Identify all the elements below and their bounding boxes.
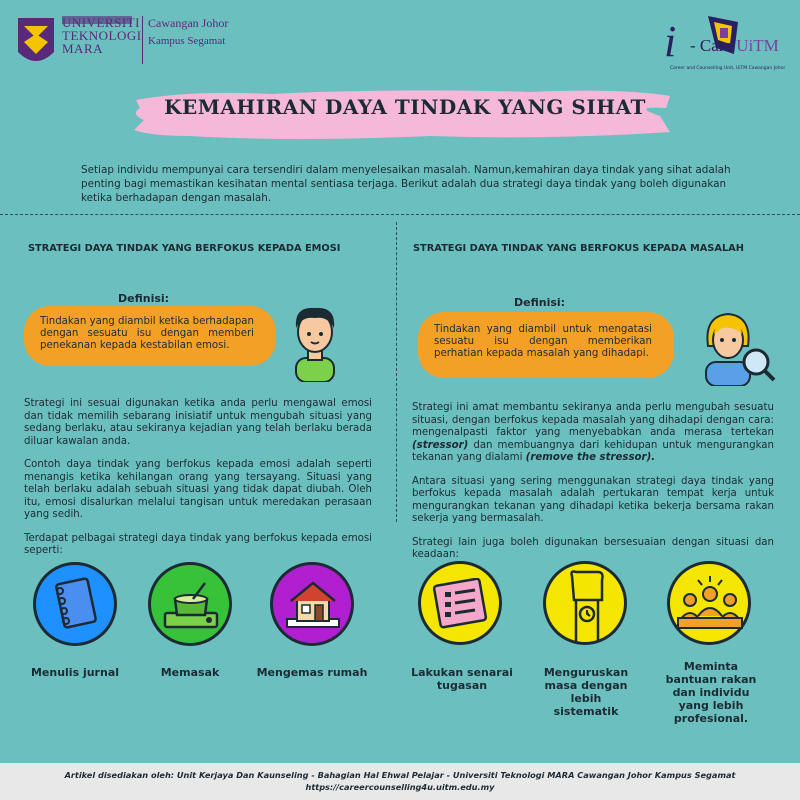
left-definition-pill: Tindakan yang diambil ketika berhadapan dengan sesuatu isu dengan memberi penekanan kepada kestabilan emosi. <box>24 306 276 366</box>
checklist-caption: Lakukan senarai tugasan <box>411 666 513 692</box>
right-column-heading: STRATEGI DAYA TINDAK YANG BERFOKUS KEPADA MASALAH <box>413 243 744 254</box>
right-definition-pill: Tindakan yang diambil untuk mengatasi sesuatu isu dengan memberikan perhatian kepada masalah yang dihadapi. <box>418 312 674 378</box>
journal-icon <box>52 577 100 633</box>
right-body-text <box>412 402 774 573</box>
footer-credit: Artikel disediakan oleh: Unit Kerjaya Dan Kaunseling - Bahagian Hal Ehwal Pelajar - Universiti Teknologi MARA Cawangan Johor Kampus Segamat <box>64 770 736 780</box>
team-meeting-icon <box>676 574 744 634</box>
left-body-text <box>24 398 372 569</box>
time-circle <box>543 561 627 645</box>
help-circle <box>667 561 751 645</box>
right-paragraph-3: Strategi lain juga boleh digunakan bersesuaian dengan situasi dan keadaan: <box>412 536 774 560</box>
cooking-caption: Memasak <box>160 666 220 679</box>
icare-wordmark: - Care UiTM <box>690 36 779 55</box>
cooking-circle <box>148 562 232 646</box>
left-paragraph-3: Terdapat pelbagai strategi daya tindak yang berfokus kepada emosi seperti: <box>24 532 372 556</box>
right-definition-label: Definisi: <box>514 296 566 309</box>
journal-caption: Menulis jurnal <box>30 666 120 679</box>
checklist-circle <box>418 561 502 645</box>
house-caption: Mengemas rumah <box>256 666 368 679</box>
right-paragraph-2: Antara situasi yang sering menggunakan strategi daya tindak yang berfokus kepada masalah adalah pertukaran tempat kerja untuk mengurangkan tekanan yang dihadapi ketika bekerja bersama rakan sekerja yang bermasalah. <box>412 475 774 524</box>
journal-circle <box>33 562 117 646</box>
checklist-icon <box>433 578 489 630</box>
left-paragraph-2: Contoh daya tindak yang berfokus kepada emosi adalah seperti menangis ketika kehilangan orang yang tersayang. Situasi yang telah berlaku adalah sebuah situasi yang tidak dapat diubah. Oleh itu, emosi disalurkan melalui tangisan untuk meredakan perasaan yang sedih. <box>24 459 372 520</box>
house-circle <box>270 562 354 646</box>
campus-name: Cawangan Johor Kampus Segamat <box>148 16 229 47</box>
section-divider <box>0 214 800 215</box>
icare-subtitle: Career and Counselling Unit, UiTM Cawangan Johor <box>670 66 786 71</box>
cooking-pot-icon <box>163 581 219 631</box>
icare-letter: i <box>664 17 677 66</box>
uitm-name: UNIVERSITI TEKNOLOGI MARA <box>62 15 142 56</box>
footer <box>0 763 800 800</box>
footer-url[interactable]: https://careercounselling4u.uitm.edu.my <box>305 782 495 792</box>
left-paragraph-1: Strategi ini sesuai digunakan ketika anda perlu mengawal emosi dan tidak memilih sebarang inisiatif untuk mengubah situasi yang sedang berlaku, atau sekiranya kejadian yang telah berlaku berada diluar kawalan anda. <box>24 398 372 447</box>
time-caption: Menguruskan masa dengan lebih sistematik <box>543 666 629 718</box>
page-title: KEMAHIRAN DAYA TINDAK YANG SIHAT <box>164 95 646 119</box>
boy-avatar-icon <box>284 300 346 382</box>
left-definition-label: Definisi: <box>118 292 170 305</box>
intro-text: Setiap individu mempunyai cara tersendiri dalam menyelesaikan masalah. Namun,kemahiran daya tindak yang sihat adalah penting bagi memastikan kesihatan mental sentiasa terjaga. Berikut adalah dua strategi daya tindak yang boleh digunakan ketika berhadapan dengan masalah. <box>81 164 731 204</box>
left-column-heading: STRATEGI DAYA TINDAK YANG BERFOKUS KEPADA EMOSI <box>28 243 341 254</box>
house-icon <box>285 577 341 633</box>
fist-watch-icon <box>562 570 610 642</box>
woman-magnifier-icon <box>700 306 778 386</box>
right-paragraph-1: Strategi ini amat membantu sekiranya anda perlu mengubah sesuatu situasi, dengan berfokus kepada masalah yang dihadapi dengan cara: mengenalpasti faktor yang menyebabkan anda merasa tertekan (stressor) dan membuangnya dari kehidupan untuk mengurangkan tekanan yang dialami (remove the stressor). <box>412 402 774 463</box>
help-caption: Meminta bantuan rakan dan individu yang lebih profesional. <box>665 660 757 725</box>
logo-divider <box>142 16 143 64</box>
column-divider <box>396 222 397 522</box>
